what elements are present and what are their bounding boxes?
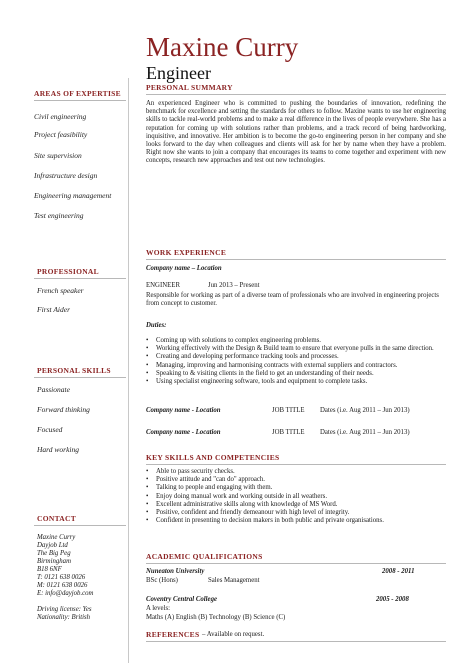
skill-item: • Confident in presenting to decision makers in both public and private organisations. (146, 517, 456, 525)
expertise-item: Engineering management (34, 191, 112, 200)
duty-item: • Coming up with solutions to complex engineering problems. (146, 337, 446, 345)
degree-subject: Sales Management (208, 577, 260, 584)
expertise-item: Project feasibility (34, 130, 88, 139)
experience-rule (146, 259, 446, 260)
education-heading: ACADEMIC QUALIFICATIONS (146, 552, 263, 561)
contact-email[interactable]: E: info@dayjob.com (37, 590, 94, 597)
university-dates: 2008 - 2011 (382, 568, 415, 575)
company-location: Company name – Location (146, 265, 222, 272)
candidate-name: Maxine Curry (146, 32, 299, 62)
professional-item: French speaker (37, 286, 84, 295)
contact-postcode: B18 6NF (37, 566, 62, 573)
personal-skills-heading: PERSONAL SKILLS (37, 366, 111, 375)
column-divider (128, 78, 129, 663)
college-name: Coventry Central College (146, 596, 217, 603)
expertise-item: Civil engineering (34, 112, 87, 121)
references-heading: REFERENCES (146, 630, 200, 639)
alevels-label: A levels: (146, 605, 170, 612)
expertise-rule (34, 100, 126, 101)
candidate-role: Engineer (146, 63, 211, 83)
skill-item: • Able to pass security checks. (146, 468, 456, 476)
duty-item: • Creating and developing performance tracking tools and processes. (146, 353, 446, 361)
university-name: Nuneaton University (146, 568, 205, 575)
degree: BSc (Hons) (146, 577, 178, 584)
college-dates: 2005 - 2008 (376, 596, 409, 603)
previous-company: Company name - Location (146, 407, 221, 414)
skill-item: • Enjoy doing manual work and working outside in all weathers. (146, 493, 456, 501)
skill-item: • Talking to people and engaging with them. (146, 484, 456, 492)
contact-address-2: Birmingham (37, 558, 71, 565)
personal-skill-item: Hard working (37, 445, 80, 454)
contact-address-1: The Big Peg (37, 550, 71, 557)
skills-heading: KEY SKILLS AND COMPETENCIES (146, 453, 280, 462)
contact-company: Dayjob Ltd (37, 542, 68, 549)
skills-list (146, 468, 456, 525)
references-text: – Available on request. (202, 631, 265, 638)
professional-heading: PROFESSIONAL (37, 267, 99, 276)
experience-heading: WORK EXPERIENCE (146, 248, 227, 257)
summary-text: An experienced Engineer who is committed to pushing the boundaries of innovation, redefining the benchmark for excellence and setting the standards for others to follow. Maxine wants to use her engineering skills to tackle real-world problems and to make a real difference in the lives of people everywhere. She has a reputation for coming up with solutions rather than problems, and a track record of being hardworking, inquisitive, and innovative. Her ambition is to become the go-to engineering person in her company and she looks forward to the day when colleagues and clients will ask for her by name when they have a problem. Right now she wants to join a company that encourages its teams to come together and experiment with new concepts, research new approaches and test out new technologies. (146, 100, 446, 165)
duty-item: • Speaking to & visiting clients in the field to get an understanding of their needs. (146, 370, 446, 378)
duty-item: • Using specialist engineering software, tools and equipment to complete tasks. (146, 378, 446, 386)
skill-item: • Excellent administrative skills along with knowledge of MS Word. (146, 501, 456, 509)
contact-telephone: T: 0121 638 0026 (37, 574, 86, 581)
personal-skill-item: Focused (37, 425, 63, 434)
references-rule (146, 641, 446, 642)
skill-item: • Positive attitude and "can do" approach. (146, 476, 456, 484)
duty-item: • Managing, improving and harmonising contracts with external suppliers and contractors. (146, 362, 446, 370)
skill-item: • Positive, confident and friendly demeanour with high level of integrity. (146, 509, 456, 517)
skills-rule (146, 464, 446, 465)
contact-rule (34, 525, 126, 526)
personal-skill-item: Forward thinking (37, 405, 90, 414)
job-title: ENGINEER (146, 282, 180, 289)
contact-block (37, 534, 93, 622)
previous-title: JOB TITLE (272, 429, 305, 436)
personal-skills-rule (34, 377, 126, 378)
professional-item: First Aider (37, 305, 70, 314)
expertise-item: Infrastructure design (34, 171, 98, 180)
duties-label: Duties: (146, 322, 167, 329)
previous-dates: Dates (i.e. Aug 2011 – Jun 2013) (320, 407, 410, 414)
expertise-item: Test engineering (34, 211, 84, 220)
driving-license: Driving license: Yes (37, 606, 92, 613)
previous-company: Company name - Location (146, 429, 221, 436)
contact-name: Maxine Curry (37, 534, 76, 541)
nationality: Nationality: British (37, 614, 91, 621)
duties-list (146, 337, 446, 386)
job-dates: Jun 2013 – Present (208, 282, 260, 289)
professional-rule (34, 278, 126, 279)
summary-heading: PERSONAL SUMMARY (146, 83, 233, 92)
job-description: Responsible for working as part of a diverse team of professionals who are involved in engineering projects from concept to customer. (146, 292, 439, 308)
summary-rule (146, 94, 446, 95)
expertise-heading: AREAS OF EXPERTISE (34, 89, 121, 98)
contact-heading: CONTACT (37, 514, 77, 523)
expertise-item: Site supervision (34, 151, 82, 160)
previous-title: JOB TITLE (272, 407, 305, 414)
alevels-grades: Maths (A) English (B) Technology (B) Science (C) (146, 614, 286, 621)
education-rule (146, 563, 446, 564)
previous-dates: Dates (i.e. Aug 2011 – Jun 2013) (320, 429, 410, 436)
duty-item: • Working effectively with the Design & Build team to ensure that everyone pulls in the same direction. (146, 345, 446, 353)
personal-skill-item: Passionate (37, 385, 70, 394)
contact-mobile: M: 0121 638 0026 (37, 582, 88, 589)
